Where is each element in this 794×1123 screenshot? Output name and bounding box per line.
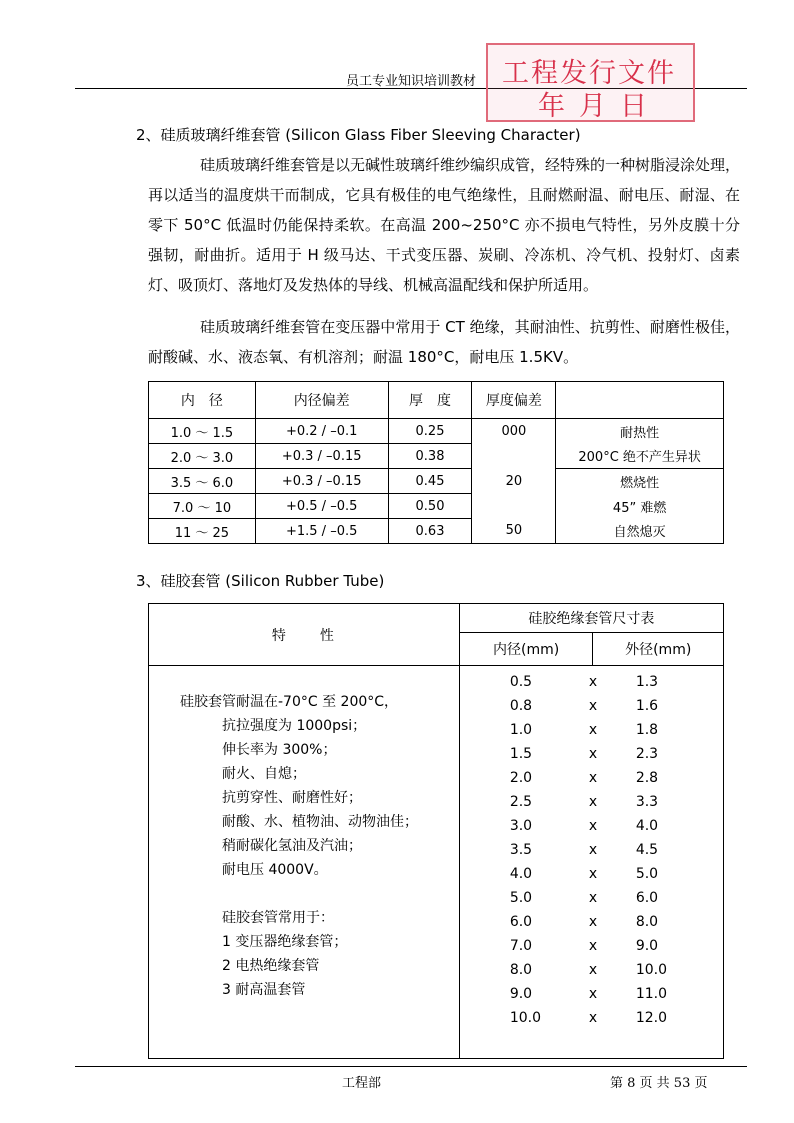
property-line: 伸长率为 300%；: [222, 742, 337, 758]
outer-diameter: 1.8: [635, 722, 659, 738]
times-sign: x: [588, 938, 598, 954]
size-table-header: 硅胶绝缘套管尺寸表: [459, 604, 723, 633]
table-header-row: [149, 382, 724, 419]
property-line: 耐火、自熄；: [222, 766, 306, 782]
inner-diameter: 5.0: [509, 890, 533, 906]
section-2-title: 2、硅质玻璃纤维套管 (Silicon Glass Fiber Sleeving Character): [136, 126, 581, 144]
silicon-rubber-tube-table: [148, 603, 724, 1059]
table-row: [149, 444, 724, 469]
times-sign: x: [588, 842, 598, 858]
table-cell: 50: [472, 519, 556, 544]
stamp-line-2: 年月日: [538, 91, 661, 122]
outer-diameter-header: 外径(mm): [593, 633, 724, 666]
times-sign: x: [588, 794, 598, 810]
table-cell: 20: [472, 469, 556, 494]
outer-diameter: 2.8: [635, 770, 659, 786]
outer-diameter: 6.0: [635, 890, 659, 906]
property-line: 稍耐碳化氢油及汽油；: [222, 838, 362, 854]
size-row: [460, 982, 723, 1006]
size-row: [460, 814, 723, 838]
table-cell: 11 ～ 25: [149, 519, 256, 544]
table-cell: 1.0 ～ 1.5: [149, 419, 256, 444]
size-row: [460, 1006, 723, 1030]
table-row: [149, 519, 724, 544]
outer-diameter: 4.0: [635, 818, 659, 834]
inner-diameter: 9.0: [509, 986, 533, 1002]
table-cell: 燃烧性: [556, 469, 724, 494]
inner-diameter: 10.0: [509, 1010, 541, 1026]
size-row: [460, 838, 723, 862]
header-thickness: 厚 度: [388, 382, 472, 419]
size-row: [460, 694, 723, 718]
table-cell: +1.5 / –0.5: [255, 519, 388, 544]
table-cell: 自然熄灭: [556, 519, 724, 544]
times-sign: x: [588, 818, 598, 834]
outer-diameter: 4.5: [635, 842, 659, 858]
inner-diameter: 3.0: [509, 818, 533, 834]
inner-diameter: 8.0: [509, 962, 533, 978]
table-cell: +0.3 / –0.15: [255, 444, 388, 469]
inner-diameter: 4.0: [509, 866, 533, 882]
section-2-paragraph-2-text: 硅质玻璃纤维套管在变压器中常用于 CT 绝缘，其耐油性、抗剪性、耐磨性极佳，耐酸碱、水、液态氧、有机溶剂；耐温 180°C，耐电压 1.5KV。: [148, 318, 740, 366]
table-cell: +0.5 / –0.5: [255, 494, 388, 519]
times-sign: x: [588, 746, 598, 762]
property-line: 1 变压器绝缘套管；: [222, 934, 348, 950]
size-row: [460, 934, 723, 958]
section-2-paragraph-2: [148, 312, 740, 372]
size-row: [460, 790, 723, 814]
inner-diameter: 3.5: [509, 842, 533, 858]
inner-diameter: 2.0: [509, 770, 533, 786]
table-cell: 7.0 ～ 10: [149, 494, 256, 519]
table-cell: 200°C 绝不产生异状: [556, 444, 724, 469]
times-sign: x: [588, 722, 598, 738]
times-sign: x: [588, 1010, 598, 1026]
times-sign: x: [588, 698, 598, 714]
table-cell: 0.45: [388, 469, 472, 494]
size-row: [460, 742, 723, 766]
page-number: 第 8 页 共 53 页: [610, 1076, 708, 1091]
table-header-row: [149, 604, 724, 633]
times-sign: x: [588, 914, 598, 930]
section-2-paragraph-1-text: 硅质玻璃纤维套管是以无碱性玻璃纤维纱编织成管，经特殊的一种树脂浸涂处理，再以适当的温度烘干而制成，它具有极佳的电气绝缘性，且耐燃耐温、耐电压、耐湿、在零下 50°C 低温时仍能保持柔软。在高温 200~250°C 亦不损电气特性，另外皮膜十分强韧，耐曲折。适用于 H 级马达、干式变压器、炭刷、冷冻机、冷气机、投射灯、卤素灯、吸顶灯、落地灯及发热体的导线、机械高温配线和保护所适用。: [148, 156, 741, 294]
property-line: 耐酸、水、植物油、动物油佳；: [222, 814, 418, 830]
glass-fiber-spec-table: [148, 381, 724, 544]
table-cell: +0.3 / –0.15: [255, 469, 388, 494]
table-cell: 0.38: [388, 444, 472, 469]
property-line: 硅胶套管耐温在-70°C 至 200°C，: [180, 694, 399, 710]
size-row: [460, 886, 723, 910]
inner-diameter: 1.5: [509, 746, 533, 762]
size-row: [460, 958, 723, 982]
footer-divider: [75, 1066, 747, 1067]
table-cell: +0.2 / –0.1: [255, 419, 388, 444]
table-cell: [472, 444, 556, 469]
header-title: 员工专业知识培训教材: [346, 74, 477, 89]
header-inner-diameter: 内 径: [149, 382, 256, 419]
property-line: [149, 882, 459, 906]
times-sign: x: [588, 986, 598, 1002]
table-cell: 000: [472, 419, 556, 444]
outer-diameter: 5.0: [635, 866, 659, 882]
outer-diameter: 1.3: [635, 674, 659, 690]
header-thickness-tolerance: 厚度偏差: [472, 382, 556, 419]
property-line: 硅胶套管常用于：: [222, 910, 334, 926]
outer-diameter: 12.0: [635, 1010, 667, 1026]
times-sign: x: [588, 962, 598, 978]
outer-diameter: 1.6: [635, 698, 659, 714]
times-sign: x: [588, 890, 598, 906]
table-row: [149, 419, 724, 444]
inner-diameter: 2.5: [509, 794, 533, 810]
times-sign: x: [588, 770, 598, 786]
table-row: [149, 469, 724, 494]
size-row: [460, 766, 723, 790]
table-cell: 0.63: [388, 519, 472, 544]
inner-diameter-header: 内径(mm): [459, 633, 593, 666]
property-line: 耐电压 4000V。: [222, 862, 328, 878]
header-inner-diameter-tolerance: 内径偏差: [255, 382, 388, 419]
inner-diameter: 0.5: [509, 674, 533, 690]
properties-cell: [149, 666, 460, 1059]
sizes-cell: [459, 666, 723, 1059]
outer-diameter: 8.0: [635, 914, 659, 930]
table-cell: 0.50: [388, 494, 472, 519]
table-row: [149, 494, 724, 519]
outer-diameter: 10.0: [635, 962, 667, 978]
property-line: 抗拉强度为 1000psi；: [222, 718, 367, 734]
table-cell: 45” 难燃: [556, 494, 724, 519]
property-line: 3 耐高温套管: [222, 982, 306, 998]
table-body-row: [149, 666, 724, 1059]
inner-diameter: 1.0: [509, 722, 533, 738]
outer-diameter: 2.3: [635, 746, 659, 762]
table-cell: 耐热性: [556, 419, 724, 444]
table-cell: 3.5 ～ 6.0: [149, 469, 256, 494]
table-cell: 0.25: [388, 419, 472, 444]
header-notes: [556, 382, 724, 419]
inner-diameter: 6.0: [509, 914, 533, 930]
inner-diameter: 0.8: [509, 698, 533, 714]
times-sign: x: [588, 866, 598, 882]
stamp-line-1: 工程发行文件: [502, 58, 676, 89]
property-header: 特 性: [149, 604, 460, 666]
footer-department: 工程部: [342, 1076, 382, 1091]
size-row: [460, 862, 723, 886]
release-stamp: [486, 43, 695, 122]
inner-diameter: 7.0: [509, 938, 533, 954]
section-3-title: 3、硅胶套管 (Silicon Rubber Tube): [136, 572, 385, 590]
table-cell: 2.0 ～ 3.0: [149, 444, 256, 469]
table-cell: [472, 494, 556, 519]
outer-diameter: 3.3: [635, 794, 659, 810]
section-2-paragraph-1: [148, 150, 740, 300]
outer-diameter: 9.0: [635, 938, 659, 954]
size-row: [460, 670, 723, 694]
size-row: [460, 910, 723, 934]
outer-diameter: 11.0: [635, 986, 667, 1002]
times-sign: x: [588, 674, 598, 690]
size-row: [460, 718, 723, 742]
property-line: 2 电热绝缘套管: [222, 958, 320, 974]
property-line: 抗剪穿性、耐磨性好；: [222, 790, 362, 806]
